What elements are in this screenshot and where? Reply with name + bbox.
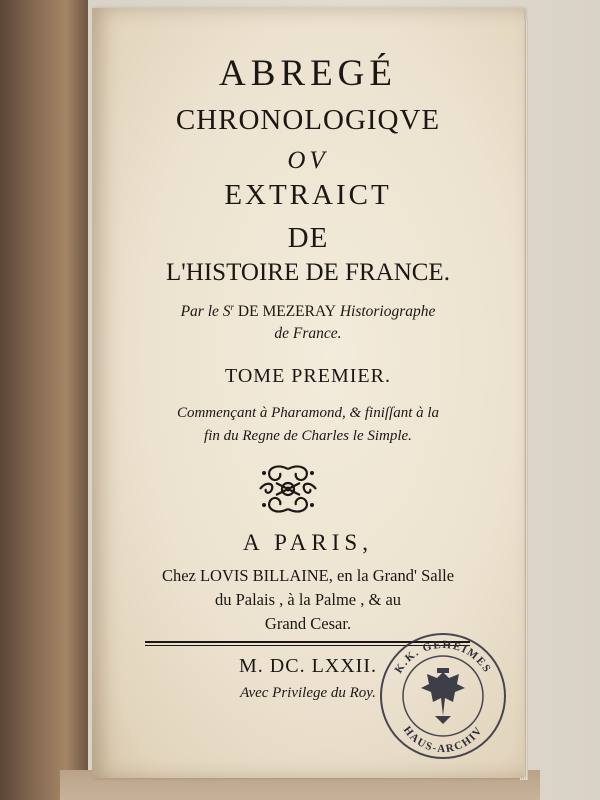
author-role-line2: de France.: [274, 325, 342, 342]
imprint-publisher-line1: [92, 566, 524, 586]
description-line1: Commençant à Pharamond, & finiſſant à la: [176, 405, 440, 421]
title-line-extraict: EXTRAICT: [224, 179, 392, 211]
publisher-address-part1: , en la Grand' Salle: [328, 566, 455, 585]
svg-text:K.K. GEHEIMES: K.K. GEHEIMES: [392, 638, 494, 676]
library-stamp: [375, 628, 511, 764]
title-line-de: DE: [287, 222, 329, 254]
imprint-place: A PARIS,: [243, 530, 373, 555]
author-role: Historiographe: [339, 303, 436, 321]
author-line: [92, 302, 524, 321]
publisher-name: LOVIS BILLAINE: [199, 566, 329, 585]
imprint-publisher-line2: du Palais , à la Palme , & au: [214, 590, 402, 609]
volume-label: TOME PREMIER.: [225, 365, 391, 387]
double-eagle-icon: [421, 668, 465, 724]
author-name: DE MEZERAY: [237, 303, 336, 321]
svg-text:HAUS-ARCHIV: HAUS-ARCHIV: [400, 724, 486, 756]
title-line-abrege: ABREGÉ: [219, 53, 397, 94]
royal-privilege: Avec Privilege du Roy.: [240, 685, 376, 701]
author-prefix: Par le S: [180, 303, 231, 321]
author-prefix-sup: r: [230, 302, 235, 312]
publication-date: M. DC. LXXII.: [239, 655, 377, 677]
description-line2: fin du Regne de Charles le Simple.: [204, 428, 412, 444]
title-line-histoire: L'HISTOIRE DE FRANCE.: [166, 259, 450, 286]
title-line-chronologique: CHRONOLOGIQVE: [175, 104, 441, 136]
book-spine: [0, 0, 88, 800]
imprint-publisher-line3: Grand Cesar.: [264, 614, 352, 633]
title-line-ou: OV: [287, 147, 329, 174]
publisher-prefix: Chez: [161, 566, 196, 585]
fleuron-ornament: [256, 463, 320, 515]
